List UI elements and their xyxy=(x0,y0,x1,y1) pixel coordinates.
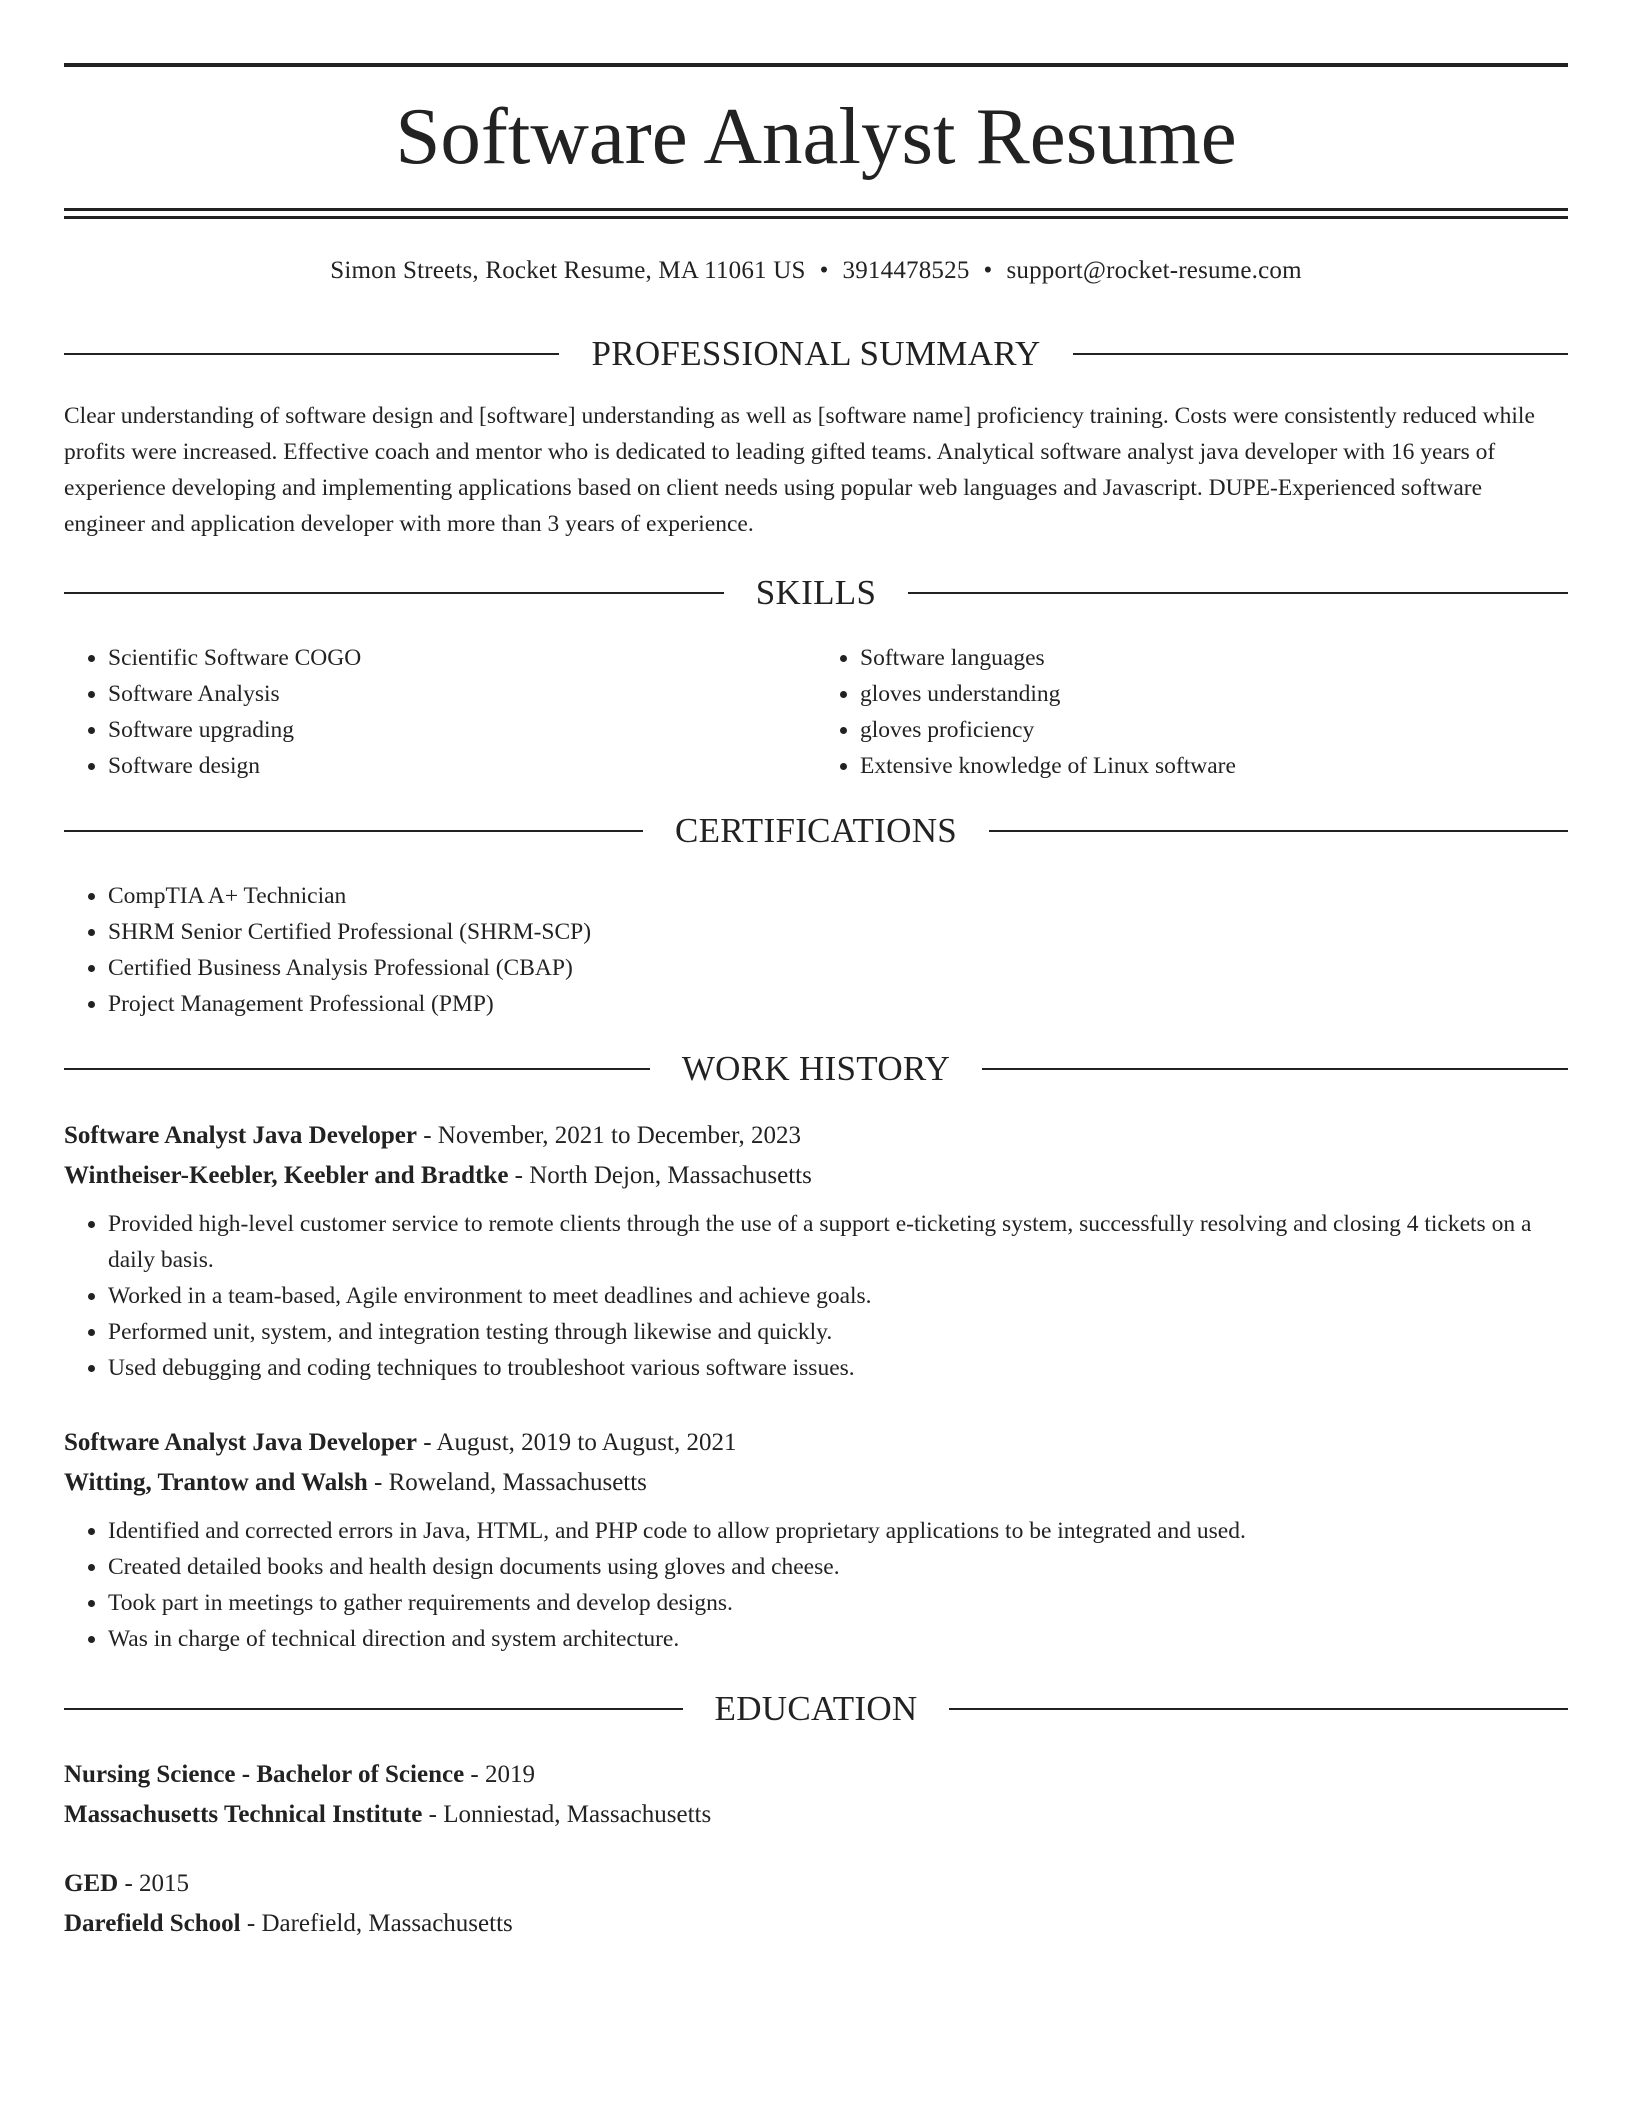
education-degree-line xyxy=(64,1864,1568,1904)
certification-item: • Project Management Professional (PMP) xyxy=(108,986,1568,1022)
contact-email: support@rocket-resume.com xyxy=(1006,257,1302,284)
section-header-skills xyxy=(64,573,1568,613)
section-title: WORK HISTORY xyxy=(681,1049,951,1088)
education-school: Massachusetts Technical Institute xyxy=(64,1801,423,1828)
skill-item: • gloves proficiency xyxy=(860,712,1568,748)
section-title: CERTIFICATIONS xyxy=(674,811,958,850)
certification-item: • CompTIA A+ Technician xyxy=(108,878,1568,914)
divider xyxy=(989,830,1568,832)
education-degree-line xyxy=(64,1755,1568,1795)
job-bullets xyxy=(64,1206,1568,1386)
education-school-line xyxy=(64,1795,1568,1835)
section-title: EDUCATION xyxy=(714,1689,918,1728)
contact-separator: • xyxy=(819,257,829,284)
job-dates: - August, 2019 to August, 2021 xyxy=(416,1429,737,1456)
contact-separator: • xyxy=(983,257,993,284)
section-header-certifications xyxy=(64,811,1568,851)
job-company-line xyxy=(64,1463,1568,1503)
job-title: Software Analyst Java Developer xyxy=(64,1429,417,1456)
section-header-summary xyxy=(64,334,1568,374)
education-year: - 2015 xyxy=(118,1870,190,1897)
education-entry xyxy=(64,1864,1568,1944)
section-title: SKILLS xyxy=(755,573,877,612)
certifications-list xyxy=(64,878,1568,1022)
job-title: Software Analyst Java Developer xyxy=(64,1122,417,1149)
education-degree: GED xyxy=(64,1870,119,1897)
job-entry xyxy=(64,1116,1568,1386)
job-bullet: • Was in charge of technical direction and system architecture. xyxy=(108,1621,1568,1657)
education-school: Darefield School xyxy=(64,1910,241,1937)
divider xyxy=(1073,353,1568,355)
job-company-line xyxy=(64,1156,1568,1196)
skill-item: • Software upgrading xyxy=(108,712,816,748)
section-header-education xyxy=(64,1689,1568,1729)
job-title-line xyxy=(64,1423,1568,1463)
job-bullet: • Identified and corrected errors in Java, HTML, and PHP code to allow proprietary applications to be integrated and used. xyxy=(108,1513,1568,1549)
title-double-rule xyxy=(64,208,1568,219)
skill-item: • Scientific Software COGO xyxy=(108,640,816,676)
education-location: - Lonniestad, Massachusetts xyxy=(422,1801,712,1828)
skill-item: • Extensive knowledge of Linux software xyxy=(860,748,1568,784)
skills-column-right xyxy=(816,640,1568,784)
job-company: Witting, Trantow and Walsh xyxy=(64,1469,368,1496)
skill-item: • gloves understanding xyxy=(860,676,1568,712)
divider xyxy=(64,1068,650,1070)
job-company: Wintheiser-Keebler, Keebler and Bradtke xyxy=(64,1162,509,1189)
education-degree: Nursing Science - Bachelor of Science xyxy=(64,1761,465,1788)
education-year: - 2019 xyxy=(464,1761,535,1788)
skill-item: • Software languages xyxy=(860,640,1568,676)
contact-phone: 3914478525 xyxy=(842,257,970,284)
job-bullet: • Used debugging and coding techniques to troubleshoot various software issues. xyxy=(108,1350,1568,1386)
divider xyxy=(982,1068,1568,1070)
contact-address: Simon Streets, Rocket Resume, MA 11061 US xyxy=(330,257,806,284)
job-bullets xyxy=(64,1513,1568,1657)
job-bullet: • Took part in meetings to gather requirements and develop designs. xyxy=(108,1585,1568,1621)
contact-line xyxy=(64,254,1568,288)
education-location: - Darefield, Massachusetts xyxy=(240,1910,513,1937)
job-dates: - November, 2021 to December, 2023 xyxy=(416,1122,801,1149)
certification-item: • SHRM Senior Certified Professional (SHRM-SCP) xyxy=(108,914,1568,950)
job-location: - Roweland, Massachusetts xyxy=(367,1469,647,1496)
divider xyxy=(64,353,559,355)
page-title: Software Analyst Resume xyxy=(395,91,1237,181)
skill-item: • Software design xyxy=(108,748,816,784)
education-school-line xyxy=(64,1904,1568,1944)
divider xyxy=(949,1708,1568,1710)
job-title-line xyxy=(64,1116,1568,1156)
section-header-work-history xyxy=(64,1049,1568,1089)
divider xyxy=(908,592,1568,594)
skills-column-left xyxy=(64,640,816,784)
job-bullet: • Provided high-level customer service to remote clients through the use of a support e-ticketing system, successfully resolving and closing 4 tickets on a daily basis. xyxy=(108,1206,1568,1278)
job-entry xyxy=(64,1423,1568,1657)
certification-item: • Certified Business Analysis Professional (CBAP) xyxy=(108,950,1568,986)
divider xyxy=(64,1708,683,1710)
job-location: - North Dejon, Massachusetts xyxy=(508,1162,812,1189)
job-bullet: • Created detailed books and health design documents using gloves and cheese. xyxy=(108,1549,1568,1585)
job-bullet: • Performed unit, system, and integration testing through likewise and quickly. xyxy=(108,1314,1568,1350)
divider xyxy=(64,830,643,832)
skill-item: • Software Analysis xyxy=(108,676,816,712)
skills-list xyxy=(64,640,1568,784)
divider xyxy=(64,592,724,594)
top-rule xyxy=(64,63,1568,67)
section-title: PROFESSIONAL SUMMARY xyxy=(591,334,1041,373)
summary-text: Clear understanding of software design and [software] understanding as well as [software name] proficiency training. Costs were consistently reduced while profits were increased. Effective coach and mentor who is dedicated to leading gifted teams. Analytical software analyst java developer with 16 years of experience developing and implementing applications based on client needs using popular web languages and Javascript. DUPE-Experienced software engineer and application developer with more than 3 years of experience. xyxy=(64,403,1535,537)
job-bullet: • Worked in a team-based, Agile environment to meet deadlines and achieve goals. xyxy=(108,1278,1568,1314)
education-entry xyxy=(64,1755,1568,1835)
